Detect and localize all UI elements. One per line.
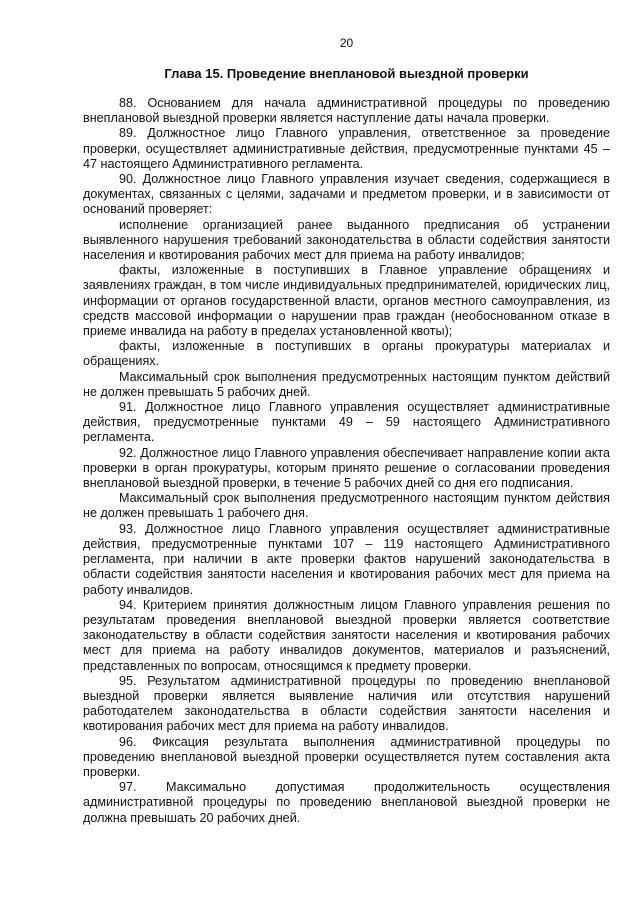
paragraph-97: 97. Максимально допустимая продолжительность осуществления административной процедуры по проведению внеплановой выездной проверки не должна превышать 20 рабочих дней. <box>83 780 610 825</box>
paragraph-94: 94. Критерием принятия должностным лицом Главного управления решения по результатам проведения внеплановой выездной проверки является соответствие законодательству в области содействия занятости населения и квотирования рабочих мест для приема на работу инвалидов документов, материалов и разъяснений, представленных по вопросам, относящимся к предмету проверки. <box>83 597 610 673</box>
paragraph-95: 95. Результатом административной процедуры по проведению внеплановой выездной проверки является выявление наличия или отсутствия нарушений работодателем законодательства в области содействия занятости населения и квотирования рабочих мест для приема на работу инвалидов. <box>83 673 610 734</box>
paragraph-91: 91. Должностное лицо Главного управления осуществляет административные действия, предусмотренные пунктами 49 – 59 настоящего Административного регламента. <box>83 400 610 445</box>
chapter-title: Глава 15. Проведение внеплановой выездной проверки <box>164 66 529 81</box>
paragraph-96: 96. Фиксация результата выполнения административной процедуры по проведению внеплановой выездной проверки осуществляется путем составления акта проверки. <box>83 734 610 779</box>
body-text <box>83 96 610 826</box>
paragraph-93: 93. Должностное лицо Главного управления осуществляет административные действия, предусмотренные пунктами 107 – 119 настоящего Административного регламента, при наличии в акте проверки фактов нарушений законодательства в области содействия занятости населения и квотирования рабочих мест для приема на работу инвалидов. <box>83 521 610 597</box>
paragraph-90-item-prosecutor: факты, изложенные в поступивших в органы прокуратуры материалах и обращениях. <box>83 339 610 369</box>
paragraph-90-deadline: Максимальный срок выполнения предусмотренных настоящим пунктом действий не должен превышать 5 рабочих дней. <box>83 369 610 399</box>
paragraph-92-deadline: Максимальный срок выполнения предусмотренного настоящим пунктом действия не должен превышать 1 рабочего дня. <box>83 491 610 521</box>
paragraph-89: 89. Должностное лицо Главного управления, ответственное за проведение проверки, осуществляет административные действия, предусмотренные пунктами 45 – 47 настоящего Административного регламента. <box>83 126 610 171</box>
paragraph-90: 90. Должностное лицо Главного управления изучает сведения, содержащиеся в документах, связанных с целями, задачами и предметом проверки, и в зависимости от оснований проверяет: <box>83 172 610 217</box>
paragraph-90-item-appeals: факты, изложенные в поступивших в Главное управление обращениях и заявлениях граждан, в том числе индивидуальных предпринимателей, юридических лиц, информации от органов государственной власти, органов местного самоуправления, из средств массовой информации о нарушении прав граждан (необоснованном отказе в приеме инвалида на работу в пределах установленной квоты); <box>83 263 610 339</box>
paragraph-92: 92. Должностное лицо Главного управления обеспечивает направление копии акта проверки в орган прокуратуры, которым принято решение о согласовании проведения внеплановой выездной проверки, в течение 5 рабочих дней со дня его подписания. <box>83 445 610 491</box>
page-number: 20 <box>339 36 354 50</box>
paragraph-88: 88. Основанием для начала административной процедуры по проведению внеплановой выездной проверки является наступление даты начала проверки. <box>83 96 610 126</box>
paragraph-90-item-prescription: исполнение организацией ранее выданного предписания об устранении выявленного нарушения требований законодательства в области содействия занятости населения и квотирования рабочих мест для приема на работу инвалидов; <box>83 217 610 263</box>
